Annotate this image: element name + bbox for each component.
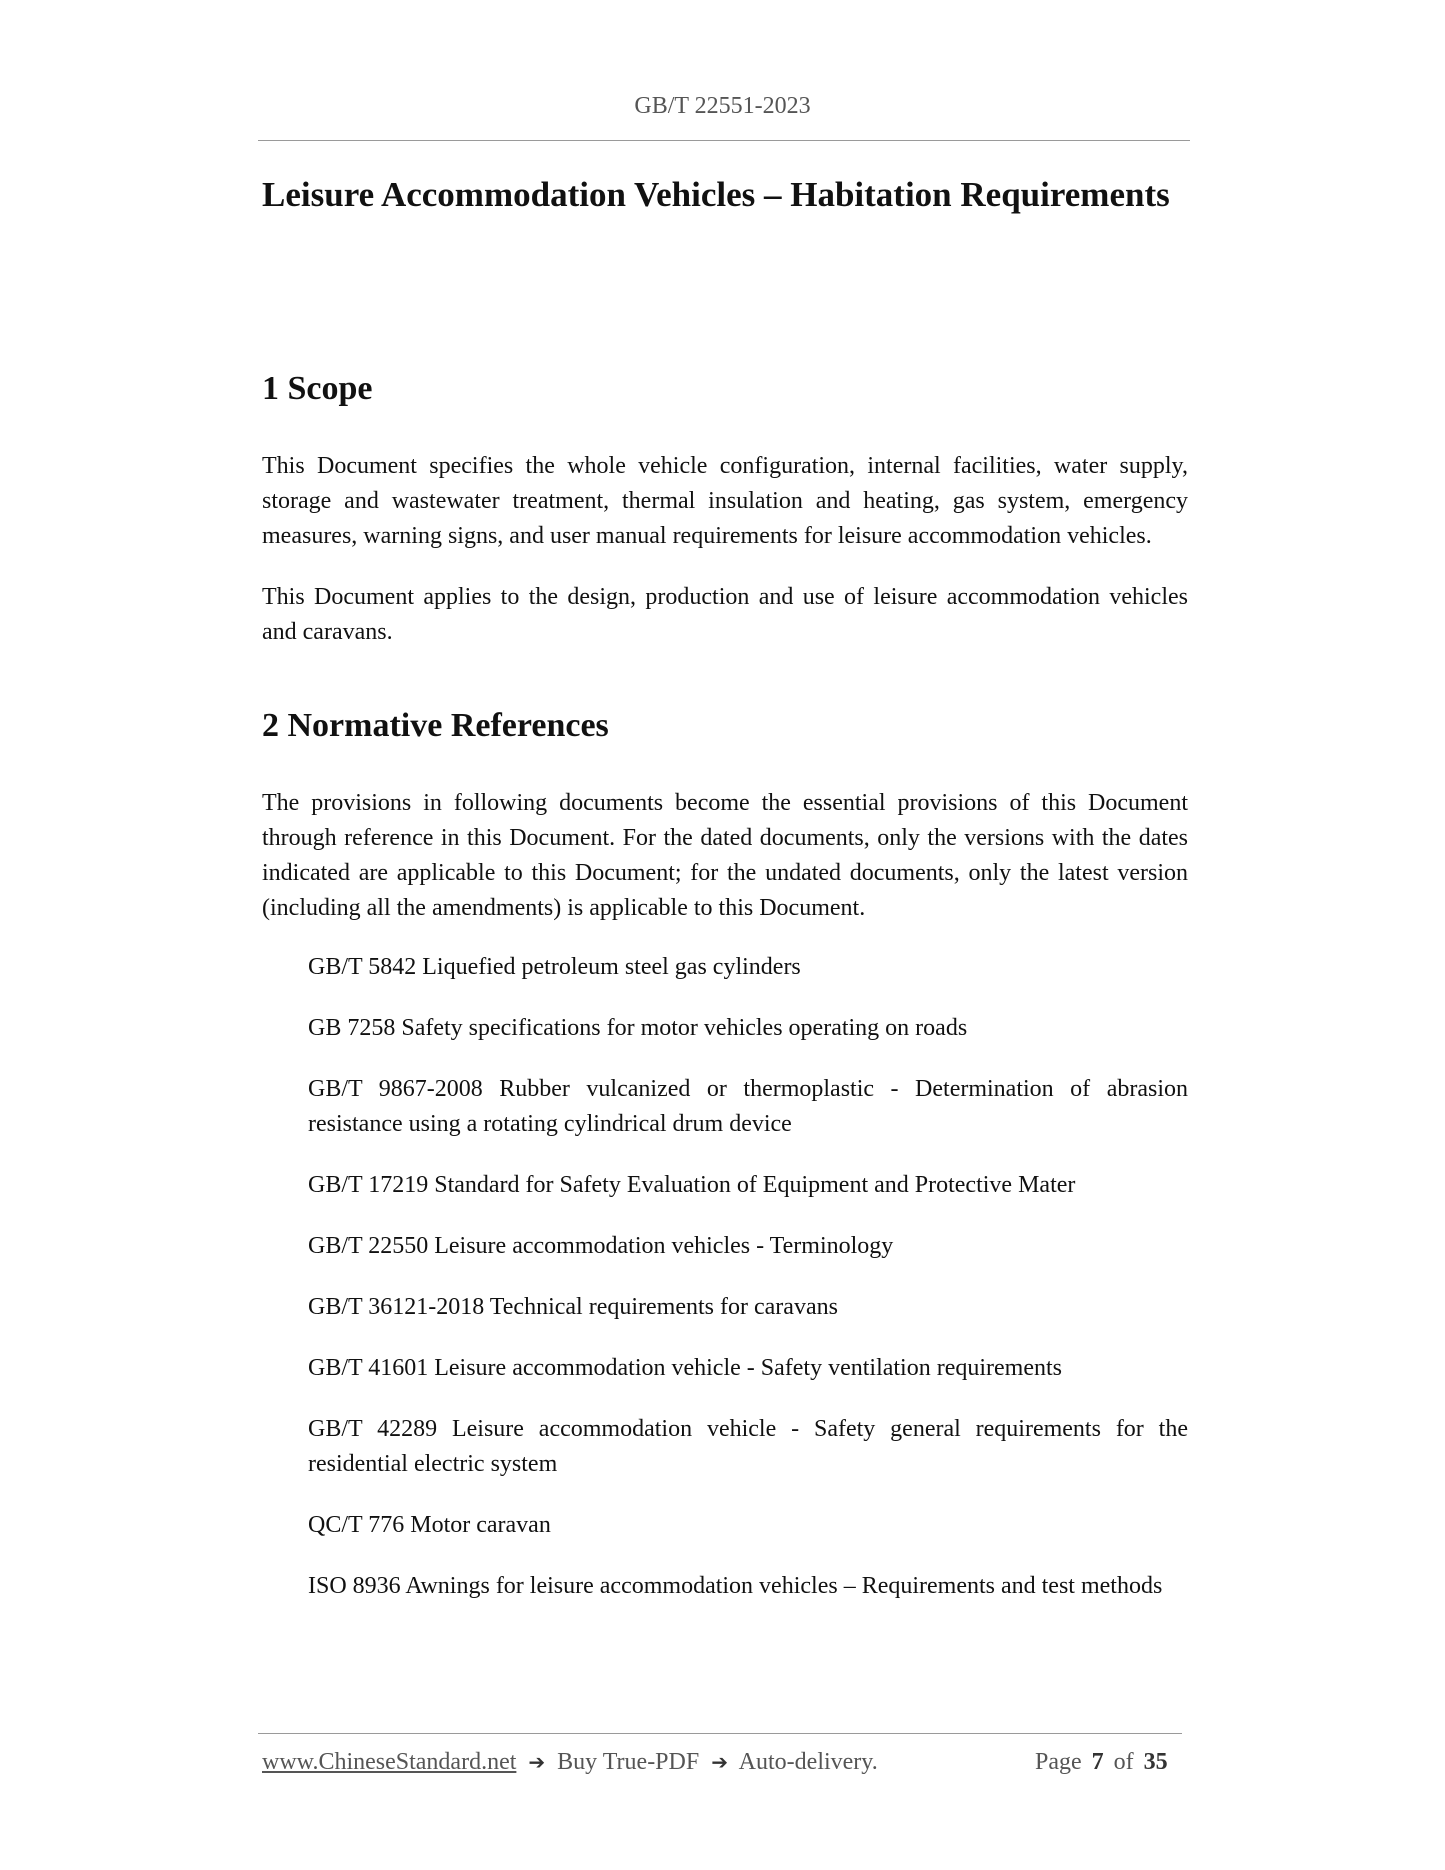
- auto-delivery-text: Auto-delivery.: [738, 1749, 878, 1775]
- page-of-label: of: [1113, 1749, 1134, 1775]
- footer-promo: [262, 1749, 878, 1776]
- reference-list: [308, 950, 1188, 1630]
- page-indicator: [1035, 1749, 1168, 1776]
- buy-true-pdf-text: Buy True-PDF: [557, 1749, 700, 1775]
- reference-item-gbt-42289: GB/T 42289 Leisure accommodation vehicle - Safety general requirements for the residential electric system: [308, 1416, 1188, 1477]
- scope-paragraph-1: This Document specifies the whole vehicle configuration, internal facilities, water supply, storage and wastewater treatment, thermal insulation and heating, gas system, emergency measures, warning signs, and user manual requirements for leisure accommodation vehicles.: [262, 453, 1188, 549]
- reference-item-gbt-36121: GB/T 36121-2018 Technical requirements for caravans: [308, 1294, 838, 1320]
- reference-item-gbt-41601: GB/T 41601 Leisure accommodation vehicle - Safety ventilation requirements: [308, 1355, 1063, 1381]
- reference-item-gbt-5842: GB/T 5842 Liquefied petroleum steel gas cylinders: [308, 954, 801, 980]
- right-arrow-icon: ➔: [528, 1750, 546, 1774]
- website-link[interactable]: www.ChineseStandard.net: [262, 1749, 517, 1775]
- reference-item-gbt-9867: GB/T 9867-2008 Rubber vulcanized or thermoplastic - Determination of abrasion resistance using a rotating cylindrical drum device: [308, 1076, 1188, 1137]
- reference-item-iso-8936: ISO 8936 Awnings for leisure accommodation vehicles – Requirements and test methods: [308, 1573, 1163, 1599]
- section-heading-normative-references: 2 Normative References: [262, 707, 609, 744]
- reference-item-qct-776: QC/T 776 Motor caravan: [308, 1512, 551, 1538]
- document-title: Leisure Accommodation Vehicles – Habitation Requirements: [262, 175, 1170, 214]
- footer-divider: [258, 1733, 1182, 1734]
- normative-references-paragraph: The provisions in following documents become the essential provisions of this Document through reference in this Document. For the dated documents, only the versions with the dates indicated are applicable to this Document; for the undated documents, only the latest version (including all the amendments) is applicable to this Document.: [262, 790, 1188, 921]
- page-current: 7: [1091, 1749, 1104, 1775]
- page-total: 35: [1143, 1749, 1168, 1775]
- scope-paragraph-2: This Document applies to the design, production and use of leisure accommodation vehicles and caravans.: [262, 584, 1188, 645]
- reference-item-gb-7258: GB 7258 Safety specifications for motor vehicles operating on roads: [308, 1015, 968, 1041]
- header-divider: [258, 140, 1190, 141]
- document-code-header: GB/T 22551-2023: [634, 93, 811, 119]
- section-heading-scope: 1 Scope: [262, 370, 373, 407]
- reference-item-gbt-17219: GB/T 17219 Standard for Safety Evaluation of Equipment and Protective Mater: [308, 1172, 1076, 1198]
- reference-item-gbt-22550: GB/T 22550 Leisure accommodation vehicles - Terminology: [308, 1233, 894, 1259]
- page-label: Page: [1035, 1749, 1082, 1775]
- right-arrow-icon: ➔: [711, 1750, 728, 1774]
